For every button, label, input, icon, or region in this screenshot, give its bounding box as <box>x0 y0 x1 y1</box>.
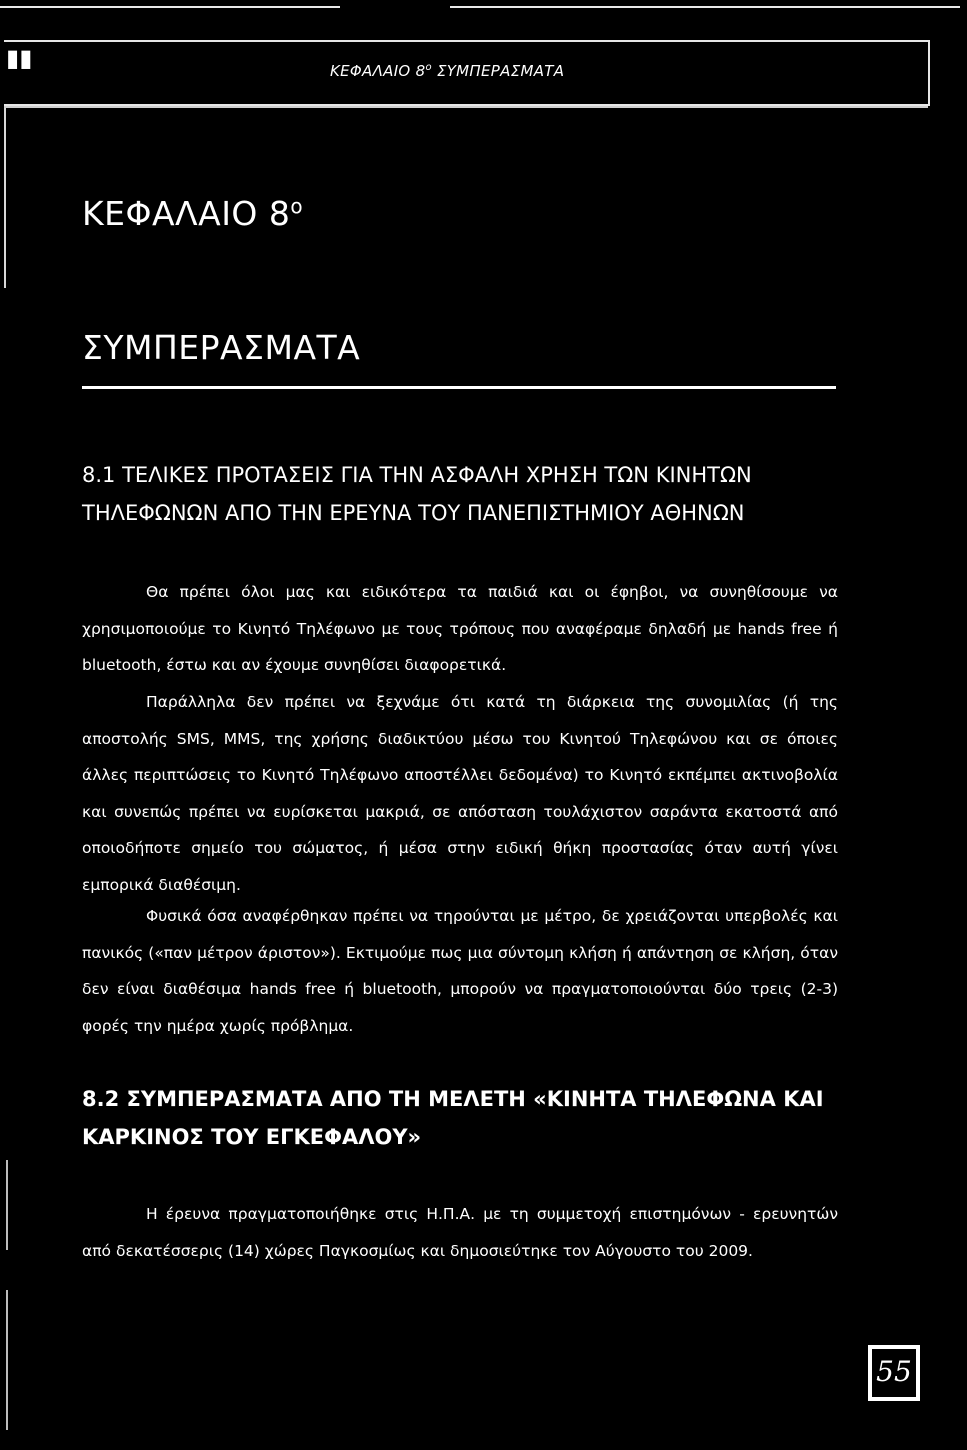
chapter-number-sup: ο <box>290 194 304 218</box>
running-header-label: ΚΕΦΑΛΑΙΟ 8 <box>330 62 426 80</box>
paragraph-3: Φυσικά όσα αναφέρθηκαν πρέπει να τηρούνται με μέτρο, δε χρειάζονται υπερβολές και πανικός («παν μέτρον άριστον»). Εκτιμούμε πως μια σύντομη κλήση ή απάντηση σε κλήση, όταν δεν είναι διαθέσιμα hands free ή bluetooth, μπορούν να πραγματοποιούνται δύο τρεις (2-3) φορές την ημέρα χωρίς πρόβλημα. <box>82 907 838 1035</box>
running-header <box>330 62 564 80</box>
page-number: 55 <box>868 1345 920 1401</box>
paragraph-2: Παράλληλα δεν πρέπει να ξεχνάμε ότι κατά τη διάρκεια της συνομιλίας (ή της αποστολής SMS, MMS, της χρήσης διαδικτύου μέσω του Κινητού Τηλεφώνου και σε όποιες άλλες περιπτώσεις το Κινητό Τηλέφωνο αποστέλλει δεδομένα) το Κινητό εκπέμπει ακτινοβολία και συνεπώς πρέπει να ευρίσκεται μακριά, σε απόσταση τουλάχιστον σαράντα εκατοστά από οποιοδήποτε σημείο του σώματος, ή μέσα στην ειδική θήκη προστασίας όταν αυτή γίνει εμπορικά διαθέσιμη. <box>82 693 838 894</box>
paragraph-4: Η έρευνα πραγματοποιήθηκε στις Η.Π.Α. με τη συμμετοχή επιστημόνων - ερευνητών από δεκατέσσερις (14) χώρες Παγκοσμίως και δημοσιεύτηκε τον Αύγουστο του 2009. <box>82 1205 838 1260</box>
section-heading-8-1: 8.1 ΤΕΛΙΚΕΣ ΠΡΟΤΑΣΕΙΣ ΓΙΑ ΤΗΝ ΑΣΦΑΛΗ ΧΡΗΣΗ ΤΩΝ ΚΙΝΗΤΩΝ ΤΗΛΕΦΩΝΩΝ ΑΠΟ ΤΗΝ ΕΡΕΥΝΑ ΤΟΥ ΠΑΝΕΠΙΣΤΗΜΙΟΥ ΑΘΗΝΩΝ <box>82 463 752 525</box>
margin-mark-lower <box>6 1290 8 1430</box>
section-heading-8-2: 8.2 ΣΥΜΠΕΡΑΣΜΑΤΑ ΑΠΟ ΤΗ ΜΕΛΕΤΗ «ΚΙΝΗΤΑ ΤΗΛΕΦΩΝΑ ΚΑΙ ΚΑΡΚΙΝΟΣ ΤΟΥ ΕΓΚΕΦΑΛΟΥ» <box>82 1087 824 1149</box>
scan-mark-icon: ▮▮ <box>6 44 33 72</box>
chapter-title-rule <box>82 386 836 389</box>
running-header-sup: ο <box>425 62 432 73</box>
chapter-number <box>82 194 303 233</box>
header-underline <box>4 106 928 108</box>
left-margin-rule <box>4 108 6 288</box>
chapter-title: ΣΥΜΠΕΡΑΣΜΑΤΑ <box>82 328 361 367</box>
paragraph-1: Θα πρέπει όλοι μας και ειδικότερα τα παιδιά και οι έφηβοι, να συνηθίσουμε να χρησιμοποιούμε το Κινητό Τηλέφωνο με τους τρόπους που αναφέραμε δηλαδή με hands free ή bluetooth, έστω και αν έχουμε συνηθίσει διαφορετικά. <box>82 583 838 674</box>
top-rule-right <box>450 6 960 8</box>
margin-mark-upper <box>6 1160 8 1250</box>
chapter-number-text: ΚΕΦΑΛΑΙΟ 8 <box>82 194 291 233</box>
running-header-suffix: ΣΥΜΠΕΡΑΣΜΑΤΑ <box>431 62 565 80</box>
top-rule-left <box>0 6 340 8</box>
